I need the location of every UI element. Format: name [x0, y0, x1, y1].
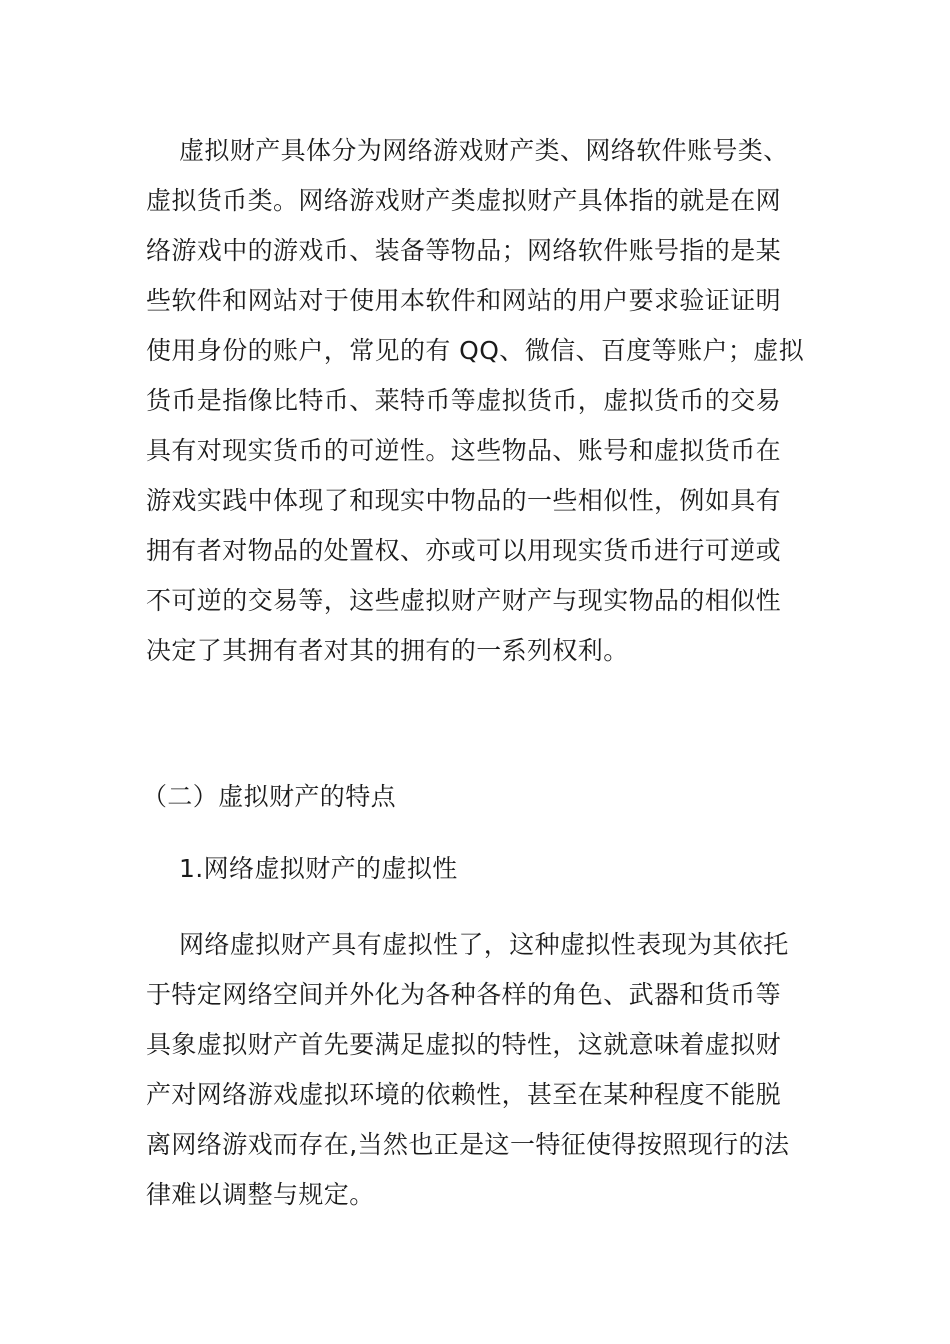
paragraph-line: 络游戏中的游戏币、装备等物品；网络软件账号指的是某 — [146, 236, 782, 265]
paragraph-line: 拥有者对物品的处置权、亦或可以用现实货币进行可逆或 — [146, 536, 782, 565]
paragraph-line: 货币是指像比特币、莱特币等虚拟货币，虚拟货币的交易 — [146, 386, 782, 415]
paragraph-line: 于特定网络空间并外化为各种各样的角色、武器和货币等 — [146, 980, 782, 1009]
paragraph-line: 虚拟货币类。网络游戏财产类虚拟财产具体指的就是在网 — [146, 186, 782, 215]
paragraph-line: 虚拟财产具体分为网络游戏财产类、网络软件账号类、 — [179, 136, 789, 165]
section-heading — [142, 772, 806, 822]
paragraph-line: 离网络游戏而存在,当然也正是这一特征使得按照现行的法 — [146, 1130, 790, 1159]
paragraph-line: 具象虚拟财产首先要满足虚拟的特性，这就意味着虚拟财 — [146, 1030, 782, 1059]
paragraph-virtuality — [146, 920, 806, 1220]
paragraph-line: 不可逆的交易等，这些虚拟财产财产与现实物品的相似性 — [146, 586, 782, 615]
paragraph-line: 游戏实践中体现了和现实中物品的一些相似性，例如具有 — [146, 486, 782, 515]
paragraph-line: 产对网络游戏虚拟环境的依赖性，甚至在某种程度不能脱 — [146, 1080, 782, 1109]
paragraph-line: 决定了其拥有者对其的拥有的一系列权利。 — [146, 636, 629, 665]
paragraph-virtual-property-types — [146, 126, 806, 676]
paragraph-line: 律难以调整与规定。 — [146, 1180, 375, 1209]
subsection-heading — [146, 844, 806, 894]
paragraph-line: 些软件和网站对于使用本软件和网站的用户要求验证证明 — [146, 286, 782, 315]
paragraph-line: 具有对现实货币的可逆性。这些物品、账号和虚拟货币在 — [146, 436, 782, 465]
subsection-heading-text: 1.网络虚拟财产的虚拟性 — [179, 854, 458, 883]
section-heading-text: （二）虚拟财产的特点 — [142, 782, 397, 811]
paragraph-line: 网络虚拟财产具有虚拟性了，这种虚拟性表现为其依托 — [179, 930, 789, 959]
paragraph-line: 使用身份的账户，常见的有 QQ、微信、百度等账户；虚拟 — [146, 336, 805, 365]
